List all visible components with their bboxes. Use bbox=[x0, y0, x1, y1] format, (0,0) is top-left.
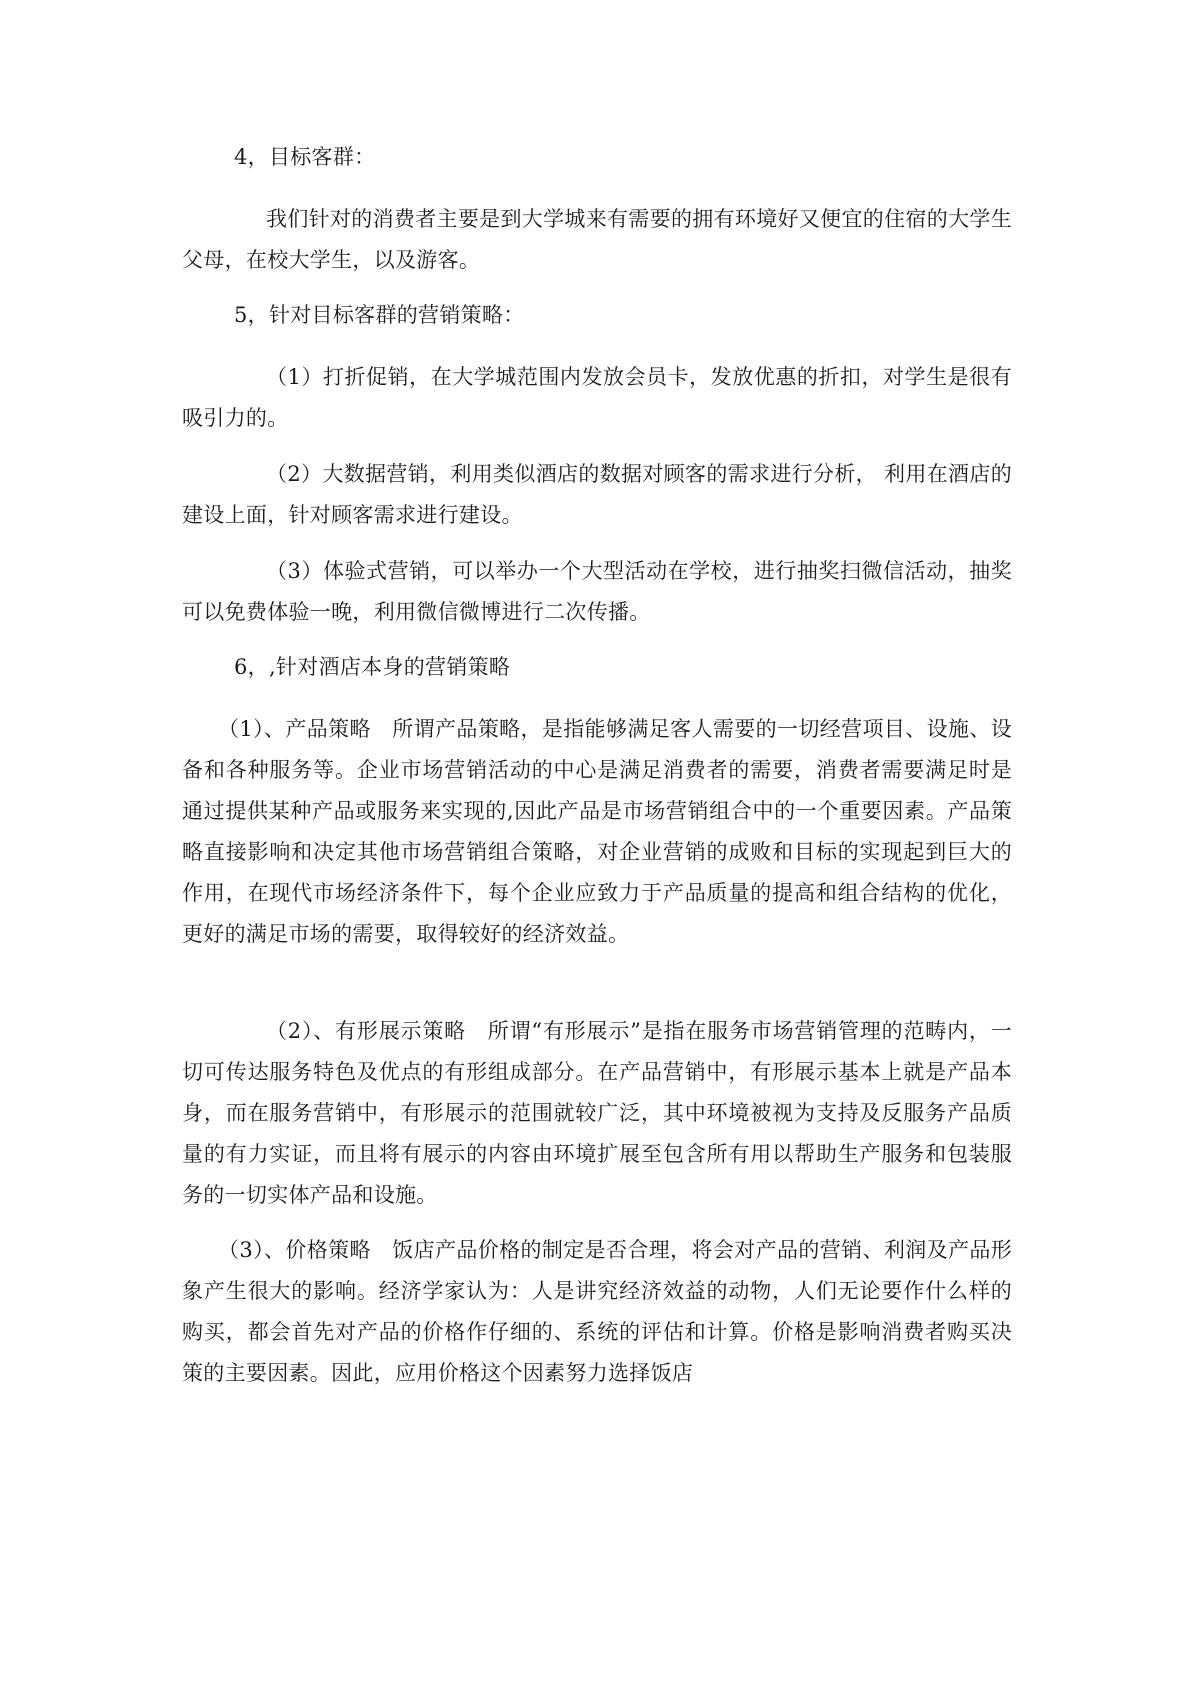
section-5-item-3: （3）体验式营销，可以举办一个大型活动在学校，进行抽奖扫微信活动，抽奖可以免费体验一晚，利用微信微博进行二次传播。 bbox=[182, 559, 1012, 624]
section-6-item-3: （3）、价格策略 饭店产品价格的制定是否合理，将会对产品的营销、利润及产品形象产生很大的影响。经济学家认为：人是讲究经济效益的动物，人们无论要作什么样的购买，都会首先对产品的价格作仔细的、系统的评估和计算。价格是影响消费者购买决策的主要因素。因此，应用价格这个因素努力选择饭店 bbox=[182, 1238, 1012, 1385]
section-5-item-2: （2）大数据营销，利用类似酒店的数据对顾客的需求进行分析， 利用在酒店的建设上面，针对顾客需求进行建设。 bbox=[182, 462, 1012, 527]
section-6-item-2: （2）、有形展示策略 所谓“有形展示”是指在服务市场营销管理的范畴内，一切可传达服务特色及优点的有形组成部分。在产品营销中，有形展示基本上就是产品本身，而在服务营销中，有形展示的范围就较广泛，其中环境被视为支持及反服务产品质量的有力实证，而且将有展示的内容由环境扩展至包含所有用以帮助生产服务和包装服务的一切实体产品和设施。 bbox=[182, 1019, 1012, 1207]
section-6-item-1: （1）、产品策略 所谓产品策略，是指能够满足客人需要的一切经营项目、设施、设备和各种服务等。企业市场营销活动的中心是满足消费者的需要，消费者需要满足时是通过提供某种产品或服务来实现的,因此产品是市场营销组合中的一个重要因素。产品策略直接影响和决定其他市场营销组合策略，对企业营销的成败和目标的实现起到巨大的作用，在现代市场经济条件下，每个企业应致力于产品质量的提高和组合结构的优化，更好的满足市场的需要，取得较好的经济效益。 bbox=[182, 717, 1012, 946]
section-5-heading: 5，针对目标客群的营销策略： bbox=[234, 303, 525, 327]
section-4-body: 我们针对的消费者主要是到大学城来有需要的拥有环境好又便宜的住宿的大学生父母，在校大学生，以及游客。 bbox=[182, 207, 1012, 272]
section-5-item-1: （1）打折促销，在大学城范围内发放会员卡，发放优惠的折扣，对学生是很有吸引力的。 bbox=[182, 365, 1012, 430]
section-4-heading: 4，目标客群： bbox=[234, 145, 376, 169]
section-6-heading: 6，,针对酒店本身的营销策略 bbox=[234, 655, 511, 679]
